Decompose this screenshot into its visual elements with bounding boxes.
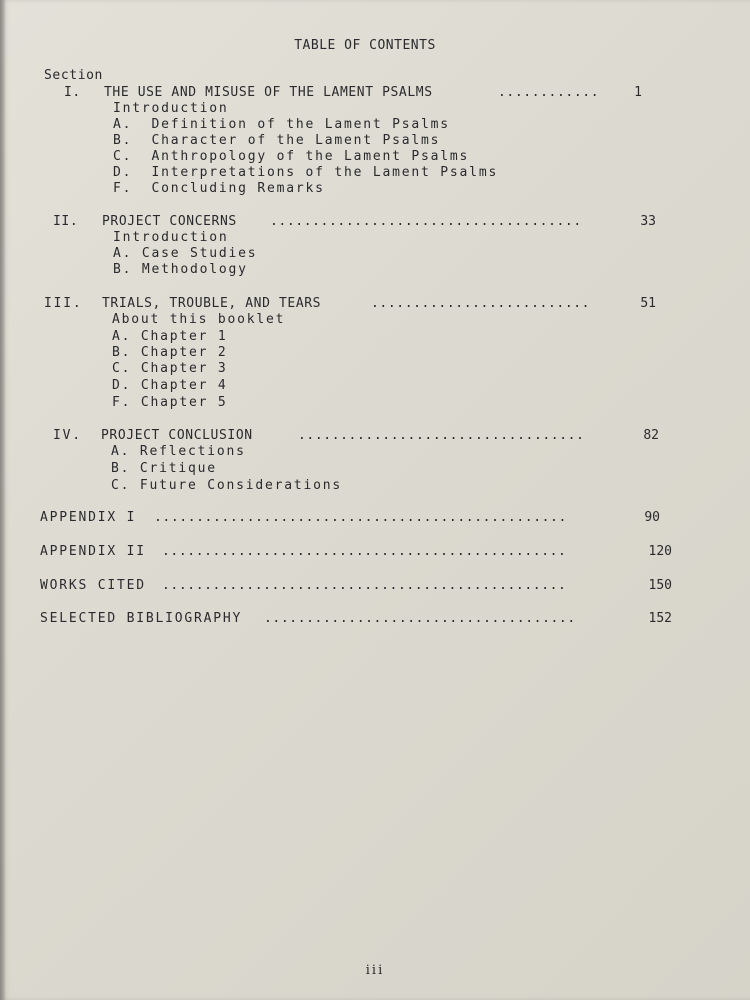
bibliography-title: SELECTED BIBLIOGRAPHY — [40, 611, 243, 626]
chapter-2-page: 33 — [640, 214, 656, 229]
chapter-1-sub: B. Character of the Lament Psalms — [113, 133, 441, 148]
chapter-3-title: TRIALS, TROUBLE, AND TEARS — [102, 296, 322, 311]
chapter-1-leader: ............ — [498, 85, 600, 100]
chapter-4-sub: C. Future Considerations — [111, 478, 343, 493]
toc-title: TABLE OF CONTENTS — [294, 38, 436, 53]
section-label: Section — [44, 68, 103, 83]
page-number-footer: iii — [365, 963, 385, 978]
chapter-3-sub: D. Chapter 4 — [112, 378, 228, 393]
chapter-2-leader: ..................................... — [270, 214, 582, 229]
bibliography-leader: ..................................... — [264, 611, 576, 626]
appendix-2-leader: ................................................ — [162, 544, 567, 559]
bibliography-page: 152 — [648, 611, 672, 626]
appendix-1-title: APPENDIX I — [40, 510, 137, 525]
chapter-3-sub: A. Chapter 1 — [112, 329, 228, 344]
works-cited-leader: ................................................ — [162, 578, 567, 593]
chapter-4-sub: A. Reflections — [111, 444, 246, 459]
chapter-1-sub: F. Concluding Remarks — [113, 181, 325, 196]
works-cited-title: WORKS CITED — [40, 578, 146, 593]
chapter-3-numeral: III. — [44, 296, 83, 311]
works-cited-page: 150 — [648, 578, 672, 593]
appendix-1-page: 90 — [644, 510, 660, 525]
chapter-1-page: 1 — [634, 85, 642, 100]
chapter-4-title: PROJECT CONCLUSION — [101, 428, 253, 443]
chapter-4-sub: B. Critique — [111, 461, 217, 476]
appendix-1-leader: ................................................. — [154, 510, 567, 525]
chapter-3-sub: B. Chapter 2 — [112, 345, 228, 360]
chapter-4-leader: .................................. — [298, 428, 585, 443]
chapter-2-title: PROJECT CONCERNS — [102, 214, 237, 229]
chapter-3-page: 51 — [640, 296, 656, 311]
chapter-2-numeral: II. — [53, 214, 79, 229]
chapter-3-leader: .......................... — [371, 296, 591, 311]
chapter-1-sub: A. Definition of the Lament Psalms — [113, 117, 450, 132]
chapter-4-numeral: IV. — [53, 428, 82, 443]
chapter-3-sub: About this booklet — [112, 312, 286, 327]
chapter-1-sub: Introduction — [113, 101, 229, 116]
chapter-3-sub: C. Chapter 3 — [112, 361, 228, 376]
chapter-1-numeral: I. — [64, 85, 81, 100]
appendix-2-title: APPENDIX II — [40, 544, 146, 559]
chapter-1-title: THE USE AND MISUSE OF THE LAMENT PSALMS — [104, 85, 433, 100]
chapter-2-sub: Introduction — [113, 230, 229, 245]
page-edge-shadow — [0, 0, 6, 1000]
chapter-2-sub: A. Case Studies — [113, 246, 258, 261]
chapter-1-sub: D. Interpretations of the Lament Psalms — [113, 165, 499, 180]
chapter-1-sub: C. Anthropology of the Lament Psalms — [113, 149, 470, 164]
chapter-4-page: 82 — [643, 428, 659, 443]
chapter-2-sub: B. Methodology — [113, 262, 248, 277]
chapter-3-sub: F. Chapter 5 — [112, 395, 228, 410]
appendix-2-page: 120 — [648, 544, 672, 559]
